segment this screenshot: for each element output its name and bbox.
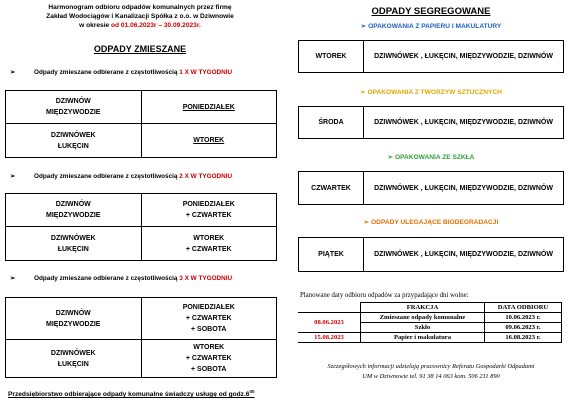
day-cell [141,124,277,158]
day-cell: CZWARTEK [299,172,364,205]
place-line: DZIWNÓW [55,98,91,105]
place-line: DZIWNÓWEK [50,349,96,357]
plan-row [298,333,562,343]
header-line-2: Zakład Wodociągów i Kanalizacji Spółka z o.o. w Dziwnowie [46,13,234,20]
header-period-prefix: w okresie [79,22,112,29]
day-line: + CZWARTEK [185,245,232,253]
place-line: ŁUKĘCIN [57,360,89,368]
mixed-waste-title: ODPADY ZMIESZANE [93,44,187,54]
bullet-frequency: 3 X W TYGODNIU [179,275,233,282]
group-label: OPAKOWANIA ZE SZKŁA [394,154,475,161]
table-row [6,91,277,124]
plan-header-row [298,303,562,313]
table-row [6,194,277,227]
segregation-table-paper [298,40,564,73]
day-line: PONIEDZIAŁEK [182,103,235,111]
header-period: od 01.06.2023r – 30.09.2023r. [111,22,201,29]
day-line: WTOREK [193,137,225,144]
day-line: PONIEDZIAŁEK [182,201,235,208]
mixed-freq-bullet-3 [10,274,232,282]
mixed-schedule-table-1 [5,90,277,158]
place-line: DZIWNÓWEK [50,131,96,139]
header-fraction: FRAKCJA [361,303,485,313]
place-line: MIĘDZYWODZIE [46,320,101,328]
group-label: ODPADY ULEGAJĄCE BIODEGRADACJI [371,219,499,226]
plan-intro: Planowane daty odbioru odpadów za przypadające dni wolne: [300,292,469,299]
day-line: + SOBOTA [191,366,227,373]
segregation-table-glass [298,171,564,205]
group-label: OPAKOWANIA Z TWORZYW SZTUCZNYCH [367,89,502,96]
arrow-icon: ➢ [387,154,394,161]
place-cell [6,298,142,340]
document-header [5,3,275,30]
mixed-freq-bullet-2 [10,172,232,180]
place-cell [6,124,142,158]
pickup-cell: 09.06.2023 r. [485,323,562,333]
arrow-icon: ➢ [10,275,16,282]
table-row [299,238,564,272]
day-cell [141,91,277,124]
bullet-text: Odpady zmieszane odbierane z częstotliwością [34,69,180,76]
place-line: DZIWNÓWEK [50,234,96,242]
contact-line-1: Szczegółowych informacji udzielają pracownicy Referatu Gospodarki Odpadami [327,363,535,370]
day-line: + CZWARTEK [185,315,232,322]
arrow-icon: ➢ [10,69,16,76]
day-cell [141,298,277,340]
segregation-table-plastic [298,106,564,139]
arrow-icon: ➢ [10,173,16,180]
service-hours-sup: 00 [249,389,255,394]
fraction-cell: Papier i makulatura [361,333,485,343]
group-label: OPAKOWANIA Z PAPIERU I MAKULATURY [368,23,502,30]
places-cell: DZIWNÓWEK , ŁUKĘCIN, MIĘDZYWODZIE, DZIWNÓW [364,41,564,73]
place-line: MIĘDZYWODZIE [46,109,101,116]
day-line: + CZWARTEK [185,355,232,362]
mixed-freq-bullet-1 [10,68,232,76]
header-line-3 [5,21,275,30]
table-row [6,298,277,340]
place-line: MIĘDZYWODZIE [46,212,101,219]
blank-cell [298,303,361,313]
places-cell: DZIWNÓWEK , ŁUKĘCIN, MIĘDZYWODZIE, DZIWNÓW [364,107,564,139]
day-line: WTOREK [193,234,225,242]
contact-line-2: UM w Dziwnowie tel. 91 38 14 063 kom. 506 211 890 [362,373,500,380]
table-row [299,172,564,205]
mixed-schedule-table-2 [5,193,277,261]
table-row [6,227,277,261]
places-cell: DZIWNÓWEK , ŁUKĘCIN, MIĘDZYWODZIE, DZIWNÓW [364,238,564,272]
day-line: + SOBOTA [191,326,227,333]
plan-table [298,302,562,343]
header-line-1: Harmonogram odbioru odpadów komunalnych przez firmę [48,4,232,11]
table-row [299,107,564,139]
pickup-cell: 10.06.2023 r. [485,313,562,323]
fraction-cell: Szkło [361,323,485,333]
day-line: WTOREK [193,344,225,351]
day-cell: WTOREK [299,41,364,73]
bullet-frequency: 2 X W TYGODNIU [179,173,233,180]
place-cell [6,227,142,261]
holiday-date: 08.06.2023 [298,313,361,333]
pickup-cell: 16.08.2023 r. [485,333,562,343]
table-row [6,340,277,378]
fraction-cell: Zmieszane odpady komunalne [361,313,485,323]
segregation-label-paper [298,22,564,30]
place-line: DZIWNÓW [55,309,91,317]
holiday-date: 15.08.2023 [298,333,361,343]
arrow-icon: ➢ [363,219,370,226]
day-cell: ŚRODA [299,107,364,139]
service-hours-text: Przedsiębiorstwo odbierające odpady komunalne świadczy usługę od godz.6 [8,391,250,399]
bullet-text: Odpady zmieszane odbierane z częstotliwością [34,173,180,180]
segregation-table-bio [298,237,564,272]
place-line: ŁUKĘCIN [57,245,89,253]
contact-info [298,362,564,382]
mixed-schedule-table-3 [5,297,277,378]
header-pickup-date: DATA ODBIORU [485,303,562,313]
arrow-icon: ➢ [360,89,366,96]
segregated-waste-title: ODPADY SEGREGOWANE [371,6,491,17]
day-cell: PIĄTEK [299,238,364,272]
table-row [6,124,277,158]
service-hours-note [8,389,254,398]
place-line: ŁUKĘCIN [57,142,89,150]
place-cell [6,340,142,378]
day-cell [141,194,277,227]
day-line: + CZWARTEK [185,212,232,219]
segregation-label-glass [298,153,564,161]
place-cell [6,91,142,124]
plan-row [298,313,562,323]
places-cell: DZIWNÓWEK , ŁUKĘCIN, MIĘDZYWODZIE, DZIWNÓW [364,172,564,205]
segregation-label-plastic [298,88,564,96]
bullet-text: Odpady zmieszane odbierane z częstotliwością [34,275,180,282]
table-row [299,41,564,73]
place-line: DZIWNÓW [55,201,91,208]
bullet-frequency: 1 X W TYGODNIU [179,69,233,76]
place-cell [6,194,142,227]
segregation-label-bio [298,218,564,226]
day-line: PONIEDZIAŁEK [182,304,235,311]
day-cell [141,340,277,378]
arrow-icon: ➢ [360,23,367,30]
day-cell [141,227,277,261]
